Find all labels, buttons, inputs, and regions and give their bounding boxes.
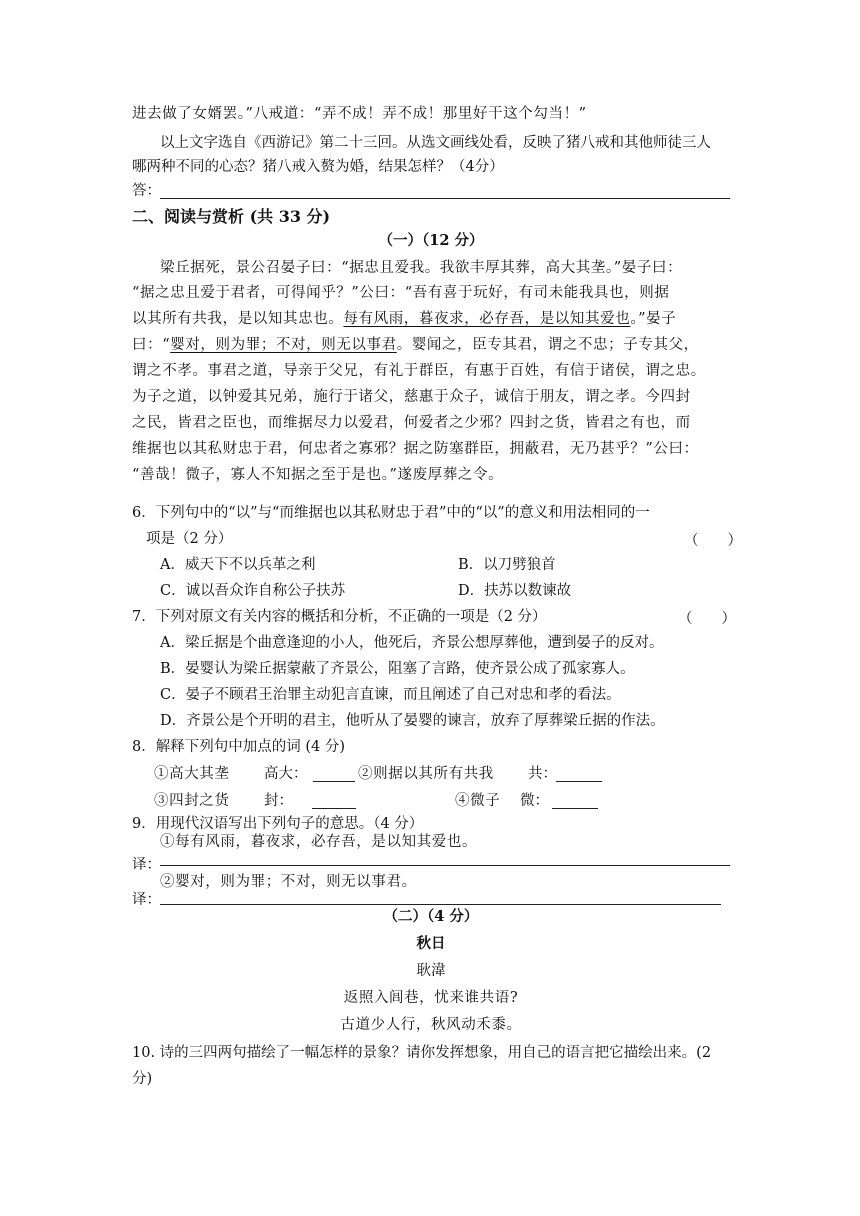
poem-author: 耿湋 xyxy=(416,963,446,979)
passage-line: 为子之道，以钟爱其兄弟，施行于诸父，慈惠于众子，诚信于朋友，谓之孝。今四封 xyxy=(132,389,691,405)
q8-blank-2[interactable] xyxy=(556,781,602,782)
q8-item-2: ②则据以其所有共我 xyxy=(358,766,494,782)
q8-item-1: ①高大其垄 xyxy=(154,766,230,782)
q8-item-3: ③四封之货 xyxy=(154,793,230,809)
q8-word-2: 共： xyxy=(528,766,557,782)
q8-item-4: ④微子 xyxy=(455,793,501,809)
q9-sentence-2: ②婴对，则为罪；不对，则无以事君。 xyxy=(160,874,417,890)
poem-line: 返照入闾巷，忧来谁共语? xyxy=(343,990,519,1006)
option-a: A．梁丘据是个曲意逢迎的小人，他死后，齐景公想厚葬他，遭到晏子的反对。 xyxy=(160,635,664,651)
question-line: 哪两种不同的心态？猪八戒入赘为婚，结果怎样？（4分） xyxy=(132,159,504,175)
answer-label: 答： xyxy=(132,183,161,199)
option-d: D．扶苏以数谏故 xyxy=(458,583,572,599)
passage-line: 以其所有共我，是以知其忠也。每有风雨，暮夜求，必存吾，是以知其爱也。”晏子 xyxy=(132,311,677,327)
passage-line: 谓之不孝。事君之道，导亲于父兄，有礼于群臣，有惠于百姓，有信于诸侯，谓之忠。 xyxy=(132,363,706,379)
poem-line: 古道少人行，秋风动禾黍。 xyxy=(340,1017,522,1033)
translate-line-2[interactable] xyxy=(160,904,721,905)
poem-title: 秋日 xyxy=(416,935,446,952)
q8-stem: 8．解释下列句中加点的词 (4 分) xyxy=(132,739,345,755)
option-c: C．晏子不顾君王治罪主动犯言直谏，而且阐述了自己对忠和孝的看法。 xyxy=(160,687,621,703)
option-c: C．诚以吾众诈自称公子扶苏 xyxy=(160,583,346,599)
option-b: B．晏婴认为梁丘据蒙蔽了齐景公，阻塞了言路，使齐景公成了孤家寡人。 xyxy=(160,661,635,677)
passage-line: “据之忠且爱于君者，可得闻乎？”公曰：“吾有喜于玩好，有司未能我具也，则据 xyxy=(132,285,670,301)
passage-line: 之民，皆君之臣也，而维据尽力以爱君，何爱者之少邪？四封之货，皆君之有也，而 xyxy=(132,415,691,431)
question-line: 以上文字选自《西游记》第二十三回。从选文画线处看，反映了猪八戒和其他师徒三人 xyxy=(160,135,711,151)
q10-stem-cont: 分) xyxy=(132,1071,153,1087)
section-title: 二、阅读与赏析 (共 33 分) xyxy=(132,207,331,226)
q6-stem-cont: 项是（2 分） xyxy=(146,531,233,547)
q8-word-4: 微： xyxy=(520,793,549,809)
q8-blank-1[interactable] xyxy=(313,781,355,782)
answer-bracket[interactable]: （ ） xyxy=(684,533,742,549)
part-header: （二）（4 分） xyxy=(383,908,479,925)
q10-stem: 10. 诗的三四两句描绘了一幅怎样的景象？请你发挥想象，用自己的语言把它描绘出来。(2 xyxy=(132,1045,712,1061)
underlined-sentence: 婴对，则为罪；不对，则无以事君 xyxy=(170,337,397,353)
q6-stem: 6．下列句中的“以”与“而维据也以其私财忠于君”中的“以”的意义和用法相同的一 xyxy=(132,505,650,521)
q8-word-3: 封： xyxy=(264,793,293,809)
passage-line: 梁丘据死，景公召晏子曰：“据忠且爱我。我欲丰厚其葬，高大其垄。”晏子曰： xyxy=(160,260,683,276)
q7-stem: 7．下列对原文有关内容的概括和分析，不正确的一项是（2 分） xyxy=(132,609,547,625)
q8-word-1: 高大： xyxy=(264,766,308,782)
translate-label: 译： xyxy=(132,857,161,873)
story-line: 进去做了女婿罢。”八戒道：“弄不成！弄不成！那里好干这个勾当！” xyxy=(132,106,587,122)
passage-line: 维据也以其私财忠于君，何忠者之寡邪？据之防塞群臣，拥蔽君，无乃甚乎？”公曰： xyxy=(132,441,699,457)
option-d: D．齐景公是个开明的君主，他听从了晏婴的谏言，放弃了厚葬梁丘据的作法。 xyxy=(160,713,665,729)
passage-line: 曰：“婴对，则为罪；不对，则无以事君。婴闻之，臣专其君，谓之不忠；子专其父， xyxy=(132,337,699,353)
translate-line-1[interactable] xyxy=(160,865,730,866)
q9-stem: 9．用现代汉语写出下列句子的意思。（4 分） xyxy=(132,816,424,832)
option-a: A．威天下不以兵革之利 xyxy=(160,557,316,573)
option-b: B．以刀劈狼首 xyxy=(458,557,556,573)
answer-line[interactable] xyxy=(160,198,730,199)
q8-blank-4[interactable] xyxy=(552,808,598,809)
q8-blank-3[interactable] xyxy=(312,808,356,809)
part-header: （一）（12 分） xyxy=(378,232,484,249)
q9-sentence-1: ①每有风雨，暮夜求，必存吾，是以知其爱也。 xyxy=(160,834,478,850)
underlined-sentence: 每有风雨，暮夜求，必存吾，是以知其爱也 xyxy=(343,311,631,327)
translate-label: 译： xyxy=(132,892,161,908)
answer-bracket[interactable]: （ ） xyxy=(678,611,736,627)
passage-line: “善哉！微子，寡人不知据之至于是也。”遂废厚葬之令。 xyxy=(132,467,504,483)
